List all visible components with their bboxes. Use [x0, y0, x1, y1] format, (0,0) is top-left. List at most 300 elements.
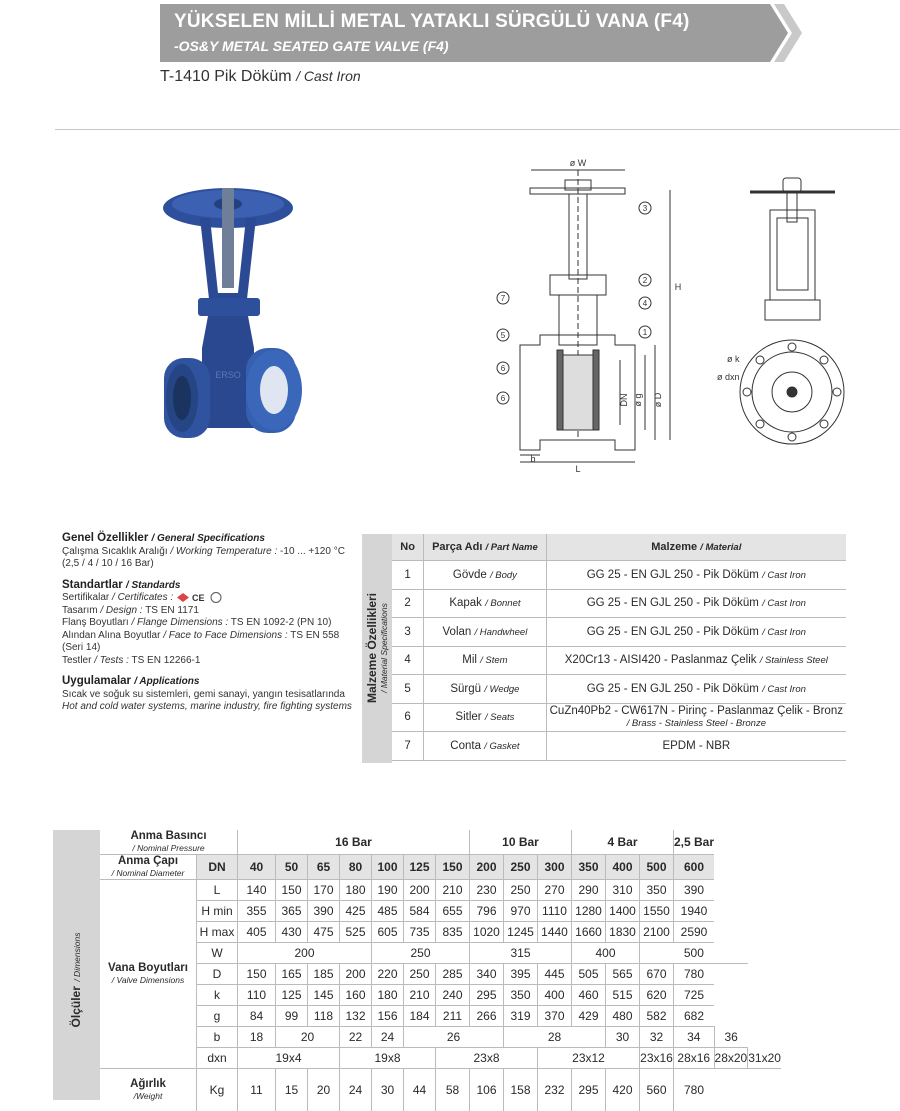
dim-value: 429	[572, 1006, 606, 1027]
dim-value: 18	[238, 1027, 276, 1048]
applications-heading	[62, 675, 352, 689]
material-spec-tr: CuZn40Pb2 - CW617N - Pirinç - Paslanmaz Çelik - Bronz	[550, 705, 843, 717]
dim-value: 2590	[674, 922, 715, 943]
dim-value: 170	[308, 880, 340, 901]
temp-label-en: / Working Temperature :	[170, 546, 277, 557]
dim-value: 19x8	[340, 1048, 436, 1069]
dn-value: 350	[572, 855, 606, 880]
material-side-label-tr: Malzeme Özellikleri	[365, 593, 379, 703]
title-tr: YÜKSELEN MİLLİ METAL YATAKLI SÜRGÜLÜ VANA (F4)	[174, 11, 690, 33]
dim-value: 505	[572, 964, 606, 985]
dim-value: 1280	[572, 901, 606, 922]
material-spec	[546, 561, 846, 590]
dim-value: 1020	[470, 922, 504, 943]
callout-7: 7	[501, 294, 506, 303]
material-part-tr: Kapak	[449, 597, 482, 609]
dim-value: 1550	[640, 901, 674, 922]
dim-value: 240	[436, 985, 470, 1006]
dn-value: 100	[372, 855, 404, 880]
weight-value: 58	[436, 1069, 470, 1111]
product-material-en: / Cast Iron	[296, 68, 361, 84]
dim-value: 485	[372, 901, 404, 922]
dim-value: 390	[674, 880, 715, 901]
title-en: -OS&Y METAL SEATED GATE VALVE (F4)	[174, 38, 449, 54]
weight-key: Kg	[197, 1069, 238, 1111]
valve-dimensions-label-en: / Valve Dimensions	[112, 975, 184, 985]
dimensions-table	[100, 830, 781, 1111]
dim-key: L	[197, 880, 238, 901]
dim-value: 266	[470, 1006, 504, 1027]
dim-value: 125	[276, 985, 308, 1006]
dim-value: 1245	[504, 922, 538, 943]
weight-label	[100, 1069, 197, 1111]
section-drawing	[495, 150, 725, 480]
dim-value: 350	[640, 880, 674, 901]
general-heading-tr: Genel Özellikler	[62, 532, 148, 544]
weight-value: 44	[404, 1069, 436, 1111]
dim-value: 295	[470, 985, 504, 1006]
callout-6a: 6	[501, 364, 506, 373]
dim-value: 796	[470, 901, 504, 922]
dim-value: 655	[436, 901, 470, 922]
dim-value: 140	[238, 880, 276, 901]
dn-value: 300	[538, 855, 572, 880]
material-spec-tr: GG 25 - EN GJL 250 - Pik Döküm	[587, 597, 759, 609]
material-part-en: / Wedge	[484, 684, 519, 695]
dim-value: 400	[538, 985, 572, 1006]
pressure-row	[100, 830, 781, 855]
dim-value: 250	[404, 964, 436, 985]
callout-1: 1	[643, 328, 648, 337]
dim-value: 24	[372, 1027, 404, 1048]
dim-value: 270	[538, 880, 572, 901]
dim-key: D	[197, 964, 238, 985]
dim-value: 23x8	[436, 1048, 538, 1069]
material-part-en: / Gasket	[484, 741, 519, 752]
design-label-en: / Design :	[100, 605, 142, 616]
weight-value: 30	[372, 1069, 404, 1111]
dim-value: 315	[470, 943, 572, 964]
material-part-tr: Gövde	[453, 569, 487, 581]
callout-6b: 6	[501, 394, 506, 403]
dim-value: 525	[340, 922, 372, 943]
dim-value: 1110	[538, 901, 572, 922]
material-side-label	[365, 593, 389, 703]
weight-value: 15	[276, 1069, 308, 1111]
dim-value: 620	[640, 985, 674, 1006]
dimensions-side-bar	[53, 830, 100, 1100]
dimensions-side-label-en: / Dimensions	[72, 933, 82, 982]
dim-value: 735	[404, 922, 436, 943]
f2f-line	[62, 630, 352, 655]
material-part-en: / Body	[490, 570, 517, 581]
material-header-row	[392, 534, 846, 561]
material-spec-en: / Stainless Steel	[760, 655, 828, 666]
dim-value: 425	[340, 901, 372, 922]
valve-dimensions-label-tr: Vana Boyutları	[108, 962, 188, 974]
material-spec-tr: GG 25 - EN GJL 250 - Pik Döküm	[587, 626, 759, 638]
tests-label-en: / Tests :	[94, 655, 129, 666]
header-material-en: / Material	[700, 542, 741, 553]
dim-value: 1830	[606, 922, 640, 943]
dim-value: 210	[404, 985, 436, 1006]
material-spec-tr: EPDM - NBR	[662, 740, 730, 752]
dim-value: 460	[572, 985, 606, 1006]
dim-value: 670	[640, 964, 674, 985]
material-spec	[546, 589, 846, 618]
dim-row-g	[100, 1006, 781, 1027]
header-part-en: / Part Name	[485, 542, 537, 553]
dn-row	[100, 855, 781, 880]
front-drawing	[725, 170, 865, 460]
dim-value: 110	[238, 985, 276, 1006]
dim-value: 1660	[572, 922, 606, 943]
dim-value: 250	[504, 880, 538, 901]
dim-value: 365	[276, 901, 308, 922]
dim-value: 1940	[674, 901, 715, 922]
material-part-tr: Sitler	[455, 711, 481, 723]
certificate-logos-icon	[176, 592, 224, 603]
dn-label-en: / Nominal Diameter	[112, 868, 185, 878]
dim-value: 23x16	[640, 1048, 674, 1069]
weight-label-tr: Ağırlık	[130, 1078, 166, 1090]
material-no: 7	[392, 732, 424, 761]
material-spec-en: / Brass - Stainless Steel - Bronze	[627, 718, 766, 729]
dim-w-label: ø W	[570, 158, 587, 168]
dim-value: 400	[572, 943, 640, 964]
weight-row	[100, 1069, 781, 1111]
pressure-label-en: / Nominal Pressure	[132, 843, 204, 853]
weight-value: 24	[340, 1069, 372, 1111]
material-part-en: / Bonnet	[485, 598, 520, 609]
dim-value: 99	[276, 1006, 308, 1027]
dim-value: 230	[470, 880, 504, 901]
divider	[55, 129, 900, 130]
dim-value: 211	[436, 1006, 470, 1027]
material-no: 5	[392, 675, 424, 704]
dim-value: 1400	[606, 901, 640, 922]
dn-value: 400	[606, 855, 640, 880]
flange-label: Flanş Boyutları	[62, 617, 129, 628]
flange-line	[62, 617, 352, 630]
material-spec	[546, 646, 846, 675]
dim-row-l	[100, 880, 781, 901]
dn-value: 40	[238, 855, 276, 880]
dim-value: 340	[470, 964, 504, 985]
dim-value: 445	[538, 964, 572, 985]
product-code-text: T-1410 Pik Döküm	[160, 68, 292, 85]
material-no: 3	[392, 618, 424, 647]
dim-value: 395	[504, 964, 538, 985]
dim-value: 405	[238, 922, 276, 943]
dim-value: 475	[308, 922, 340, 943]
design-label: Tasarım	[62, 605, 98, 616]
dim-value: 200	[238, 943, 372, 964]
standards-heading-tr: Standartlar	[62, 579, 123, 591]
material-spec-tr: GG 25 - EN GJL 250 - Pik Döküm	[587, 569, 759, 581]
material-part-tr: Mil	[462, 654, 477, 666]
dim-dxn-label: ø dxn	[717, 372, 740, 382]
flange-label-en: / Flange Dimensions :	[131, 617, 228, 628]
material-row	[392, 561, 846, 590]
dim-value: 725	[674, 985, 715, 1006]
dim-value: 200	[340, 964, 372, 985]
header-material	[546, 534, 846, 561]
pressure-label	[100, 830, 238, 855]
pressure-value: 2,5 Bar	[674, 830, 715, 855]
dim-row-dxn	[100, 1048, 781, 1069]
material-side-bar	[362, 534, 392, 763]
dim-value: 310	[606, 880, 640, 901]
valve-dimensions-label	[100, 880, 197, 1069]
material-row	[392, 675, 846, 704]
dim-key: dxn	[197, 1048, 238, 1069]
material-part	[424, 589, 546, 618]
dim-value: 145	[308, 985, 340, 1006]
dn-value: 65	[308, 855, 340, 880]
standards-heading	[62, 579, 352, 593]
applications-heading-tr: Uygulamalar	[62, 675, 131, 687]
flange-value: TS EN 1092-2 (PN 10)	[228, 617, 331, 628]
applications-tr: Sıcak ve soğuk su sistemleri, gemi sanayi, yangın tesisatlarında	[62, 689, 352, 702]
dim-value: 319	[504, 1006, 538, 1027]
material-spec	[546, 675, 846, 704]
dim-value: 20	[276, 1027, 340, 1048]
dim-value: 32	[640, 1027, 674, 1048]
dim-value: 34	[674, 1027, 715, 1048]
dim-b-label: b	[530, 454, 535, 464]
weight-value: 20	[308, 1069, 340, 1111]
dim-value: 184	[404, 1006, 436, 1027]
material-part	[424, 618, 546, 647]
weight-value: 11	[238, 1069, 276, 1111]
dim-dn-label: DN	[619, 394, 629, 407]
dn-value: 80	[340, 855, 372, 880]
f2f-value: TS EN 558 (Seri 14)	[62, 630, 339, 654]
dim-row-k	[100, 985, 781, 1006]
dim-d-label: ø D	[653, 392, 663, 407]
dim-value: 290	[572, 880, 606, 901]
material-spec	[546, 618, 846, 647]
dim-row-hmin	[100, 901, 781, 922]
header-material-tr: Malzeme	[651, 541, 697, 553]
tests-line	[62, 655, 352, 668]
dim-value: 682	[674, 1006, 715, 1027]
cert-line	[62, 592, 352, 605]
dn-value: 200	[470, 855, 504, 880]
dn-label-tr: Anma Çapı	[118, 855, 178, 867]
weight-label-en: /Weight	[134, 1091, 163, 1101]
dim-value: 582	[640, 1006, 674, 1027]
temp-label: Çalışma Sıcaklık Aralığı	[62, 546, 168, 557]
material-part-en: / Seats	[485, 712, 515, 723]
dim-value: 180	[340, 880, 372, 901]
dim-value: 118	[308, 1006, 340, 1027]
dim-value: 200	[404, 880, 436, 901]
dn-value: 250	[504, 855, 538, 880]
material-part-tr: Sürgü	[450, 683, 481, 695]
dim-value: 220	[372, 964, 404, 985]
material-part	[424, 646, 546, 675]
material-side-label-en: / Material Specifications	[379, 593, 389, 703]
material-no: 2	[392, 589, 424, 618]
dim-value: 780	[674, 964, 715, 985]
dim-value: 355	[238, 901, 276, 922]
dim-h-label: H	[675, 282, 682, 292]
dim-value: 19x4	[238, 1048, 340, 1069]
callout-4: 4	[643, 299, 648, 308]
dim-value: 970	[504, 901, 538, 922]
dn-label	[100, 855, 197, 880]
pressure-line: (2,5 / 4 / 10 / 16 Bar)	[62, 558, 352, 571]
callout-2: 2	[643, 276, 648, 285]
design-value: TS EN 1171	[143, 605, 199, 616]
cert-label: Sertifikalar	[62, 592, 109, 603]
dim-value: 190	[372, 880, 404, 901]
applications-en	[62, 701, 352, 714]
valve-photo	[150, 178, 310, 458]
dim-key: g	[197, 1006, 238, 1027]
dim-value: 150	[238, 964, 276, 985]
material-spec-tr: GG 25 - EN GJL 250 - Pik Döküm	[587, 683, 759, 695]
weight-value: 232	[538, 1069, 572, 1111]
dn-value: 500	[640, 855, 674, 880]
material-table	[392, 534, 846, 761]
dim-key: b	[197, 1027, 238, 1048]
dim-value: 605	[372, 922, 404, 943]
temp-line	[62, 546, 352, 559]
material-row	[392, 646, 846, 675]
material-row	[392, 618, 846, 647]
dimensions-side-label	[67, 933, 85, 1028]
header-part	[424, 534, 546, 561]
material-row	[392, 703, 846, 732]
dim-value: 22	[340, 1027, 372, 1048]
dim-value: 132	[340, 1006, 372, 1027]
dn-value: 50	[276, 855, 308, 880]
f2f-label: Alından Alına Boyutlar	[62, 630, 160, 641]
weight-value: 780	[674, 1069, 715, 1111]
dim-value: 565	[606, 964, 640, 985]
dn-value: 125	[404, 855, 436, 880]
header-no: No	[392, 534, 424, 561]
dim-value: 1440	[538, 922, 572, 943]
dim-value: 185	[308, 964, 340, 985]
dim-value: 28x16	[674, 1048, 715, 1069]
dim-value: 2100	[640, 922, 674, 943]
dim-value: 480	[606, 1006, 640, 1027]
dn-value: 150	[436, 855, 470, 880]
tests-label: Testler	[62, 655, 91, 666]
standards-heading-en: / Standards	[126, 580, 180, 591]
ce-mark: CE	[192, 593, 205, 603]
dim-value: 28	[504, 1027, 606, 1048]
material-row	[392, 732, 846, 761]
dim-value: 285	[436, 964, 470, 985]
dim-value: 28x20	[714, 1048, 748, 1069]
dim-value: 250	[372, 943, 470, 964]
dim-value: 31x20	[748, 1048, 781, 1069]
material-spec	[546, 732, 846, 761]
tests-value: TS EN 12266-1	[129, 655, 201, 666]
dim-row-w	[100, 943, 781, 964]
dim-value: 156	[372, 1006, 404, 1027]
weight-value: 158	[504, 1069, 538, 1111]
material-part	[424, 703, 546, 732]
material-part	[424, 675, 546, 704]
applications-heading-en: / Applications	[134, 676, 199, 687]
material-row	[392, 589, 846, 618]
dim-value: 350	[504, 985, 538, 1006]
design-line	[62, 605, 352, 618]
dim-value: 390	[308, 901, 340, 922]
product-code	[160, 68, 361, 86]
f2f-label-en: / Face to Face Dimensions :	[163, 630, 288, 641]
dim-key: k	[197, 985, 238, 1006]
material-spec-en: / Cast Iron	[762, 570, 806, 581]
weight-value: 420	[606, 1069, 640, 1111]
pressure-value: 16 Bar	[238, 830, 470, 855]
dim-value: 150	[276, 880, 308, 901]
material-spec-en: / Cast Iron	[762, 627, 806, 638]
pressure-value: 10 Bar	[470, 830, 572, 855]
material-no: 4	[392, 646, 424, 675]
dim-value: 370	[538, 1006, 572, 1027]
dim-value: 84	[238, 1006, 276, 1027]
weight-value: 560	[640, 1069, 674, 1111]
dim-value: 210	[436, 880, 470, 901]
material-part-tr: Volan	[443, 626, 472, 638]
dim-value: 165	[276, 964, 308, 985]
dim-value: 26	[404, 1027, 504, 1048]
dim-row-b	[100, 1027, 781, 1048]
title-banner	[160, 4, 800, 62]
dim-value: 180	[372, 985, 404, 1006]
material-spec-en: / Cast Iron	[762, 684, 806, 695]
weight-value: 106	[470, 1069, 504, 1111]
dim-g-label: ø g	[633, 393, 643, 406]
callout-3: 3	[643, 204, 648, 213]
dim-value: 23x12	[538, 1048, 640, 1069]
applications-en-text: Hot and cold water systems, marine industry, fire fighting systems	[62, 701, 352, 712]
dim-row-d	[100, 964, 781, 985]
weight-value: 295	[572, 1069, 606, 1111]
dim-key: H max	[197, 922, 238, 943]
dim-value: 430	[276, 922, 308, 943]
material-no: 6	[392, 703, 424, 732]
temp-value: -10 ... +120 °C	[277, 546, 345, 557]
dim-k-label: ø k	[727, 354, 740, 364]
material-spec-en: / Cast Iron	[762, 598, 806, 609]
dim-row-hmax	[100, 922, 781, 943]
dim-l-label: L	[575, 464, 580, 474]
material-part	[424, 561, 546, 590]
dim-value: 36	[714, 1027, 748, 1048]
dim-value: 835	[436, 922, 470, 943]
dimensions-side-label-tr: Ölçüler	[69, 986, 83, 1027]
material-no: 1	[392, 561, 424, 590]
general-heading	[62, 532, 352, 546]
svg-text:ERSO: ERSO	[215, 370, 241, 380]
material-spec-tr: X20Cr13 - AISI420 - Paslanmaz Çelik	[565, 654, 757, 666]
dim-value: 500	[640, 943, 748, 964]
pressure-value: 4 Bar	[572, 830, 674, 855]
header-part-tr: Parça Adı	[432, 541, 482, 553]
general-specifications	[62, 532, 352, 714]
dim-value: 515	[606, 985, 640, 1006]
dim-value: 584	[404, 901, 436, 922]
material-part-en: / Stem	[480, 655, 507, 666]
